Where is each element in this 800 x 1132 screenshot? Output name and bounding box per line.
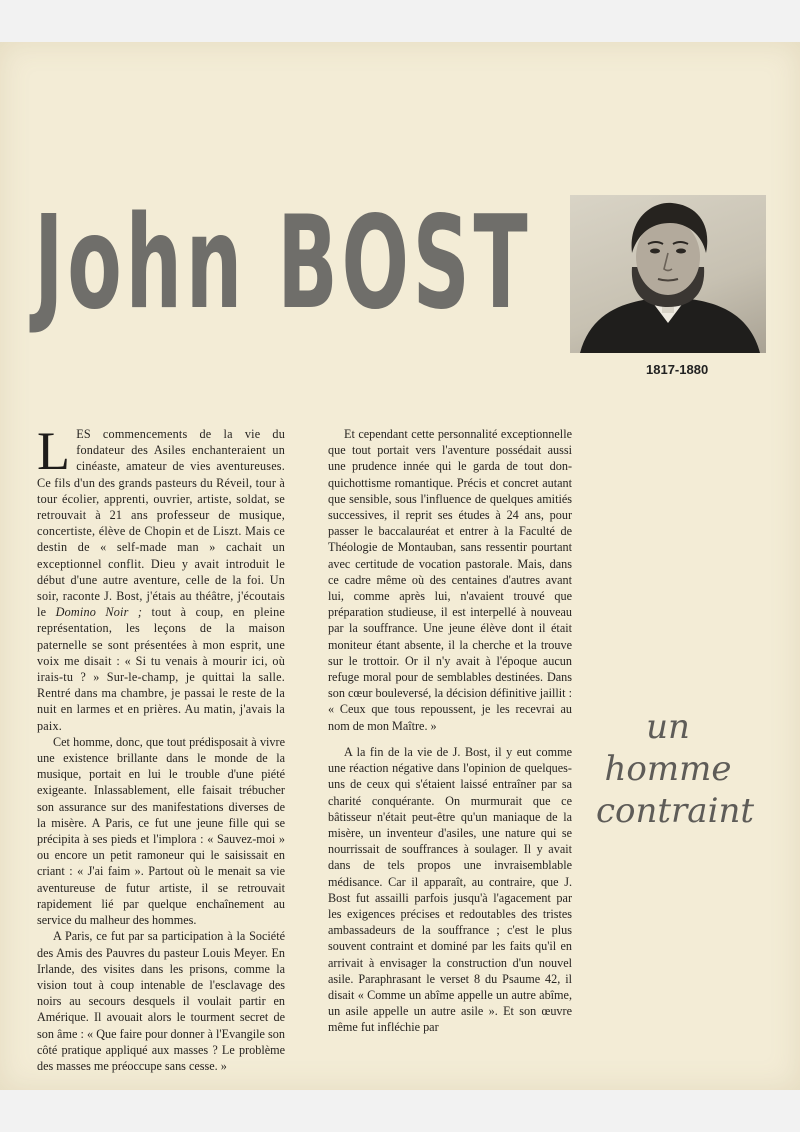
section-heading-line: contraint [595,791,755,831]
drop-cap: L [37,421,71,481]
text-column-right-bottom [328,744,572,1036]
paragraph-text: tout à coup, en pleine représentation, les leçons de la maison paternelle se sont présentées à mon esprit, une voix me disait : « Si tu venais à mourir ici, où irais-tu ? » Sur-le-champ, je quittai la salle. Rentré dans ma chambre, je passai le reste de la nuit en larmes et en prières. Au matin, j'avais la paix. [37,605,285,733]
section-heading-line: un homme [604,707,732,789]
life-years: 1817-1880 [646,362,709,377]
portrait-photo [570,195,766,353]
paragraph [37,421,285,734]
paragraph: Cet homme, donc, que tout prédisposait à vivre une existence brillante dans le monde de la musique, portait en lui le trouble d'une piété exigeante. Inlassablement, elle faisait trébucher son assurance sur des manifestations diverses de la misère. A Paris, ce fut une jeune fille qui se précipita à ses pieds et l'implora : « Sauvez-moi » ou encore un petit ramoneur qui le saisissait en criant : « J'ai faim ». Partout où le menait sa vie aventureuse de futur artiste, il se retrouvait rapidement lié par quelque enchaînement au service du malheur des hommes. [37,734,285,928]
paragraph: Et cependant cette personnalité exceptionnelle que tout portait vers l'aventure possédait aussi une prudence innée qui le garda de tout don-quichottisme romantique. Précis et concret autant que sensible, sous l'influence de quelques amitiés successives, il reprit ses études à 24 ans, pour passer le baccalauréat et entrer à la Faculté de Théologie de Montauban, sans ressentir pourtant avec certitude de vocation pastorale. Mais, dans ce cadre même où des centaines d'autres avant lui, comme après lui, n'avaient trouvé que préparation studieuse, il est interpellé à nouveau par la souffrance. Une jeune élève dont il était moniteur étant absente, il la cherche et la trouve sur le trottoir. Or il n'y avait à l'époque aucun refuge moral pour de semblables destinées. Dans son cœur bouleversé, la décision définitive jaillit : « Ceux que tous repoussent, je les recevrai au nom de mon Maître. » [328,427,572,733]
portrait-illustration [570,195,766,353]
section-heading [578,706,758,832]
magazine-page [0,42,800,1090]
text-column-left [37,421,285,1074]
emphasized-title: Domino Noir ; [55,605,143,620]
paragraph-text: ES commencements de la vie du fondateur des Asiles enchanteraient un cinéaste, amateur de vies aventureuses. Ce fils d'un des grands pasteurs du Réveil, tour à tour écolier, apprenti, ouvrier, artiste, soldat, se retrouvait à 21 ans professeur de musique, concertiste, élève de Chopin et de Liszt. Mais ce destin de « self-made man » cachait un exceptionnel conflit. Dieu y avait introduit le début d'une autre aventure, celle de la foi. Un soir, raconte J. Bost, j'étais au théâtre, j'écoutais le [37,427,285,620]
text-column-right-top [328,426,572,734]
paragraph: A la fin de la vie de J. Bost, il y eut comme une réaction négative dans l'opinion de quelques-uns de ceux qui s'étaient laissé entraîner par sa charité conquérante. On murmurait que ce bâtisseur n'était peut-être qu'un maniaque de la misère, un inventeur d'asiles, une nature qui se nourrissait de souffrances à soulager. Il y avait dans de tels propos une invraisemblable médisance. Car il apparaît, au contraire, que J. Bost fut assailli parfois jusqu'à l'agacement par les exigences précises et redoutables des tristes ambassadeurs de la souffrance ; c'est le plus souvent contraint et dominé par les faits qu'il en arrivait à envisager la construction d'un nouvel asile. Paraphrasant le verset 8 du Psaume 42, il disait « Comme un abîme appelle un autre abîme, un asile appelle un autre asile ». Et son œuvre même fut infléchie par [328,745,572,1035]
article-title: John BOST [34,189,532,338]
paragraph: A Paris, ce fut par sa participation à la Société des Amis des Pauvres du pasteur Louis Meyer. En Irlande, des visites dans les prisons, comme la vision tout à coup intenable de l'esclavage des noirs au secours desquels il voulait partir en Amérique. Il avouait alors le tourment secret de son âme : « Que faire pour donner à l'Evangile son côté pratique appliqué aux masses ? Le problème des masses me préoccupe sans cesse. » [37,929,285,1073]
